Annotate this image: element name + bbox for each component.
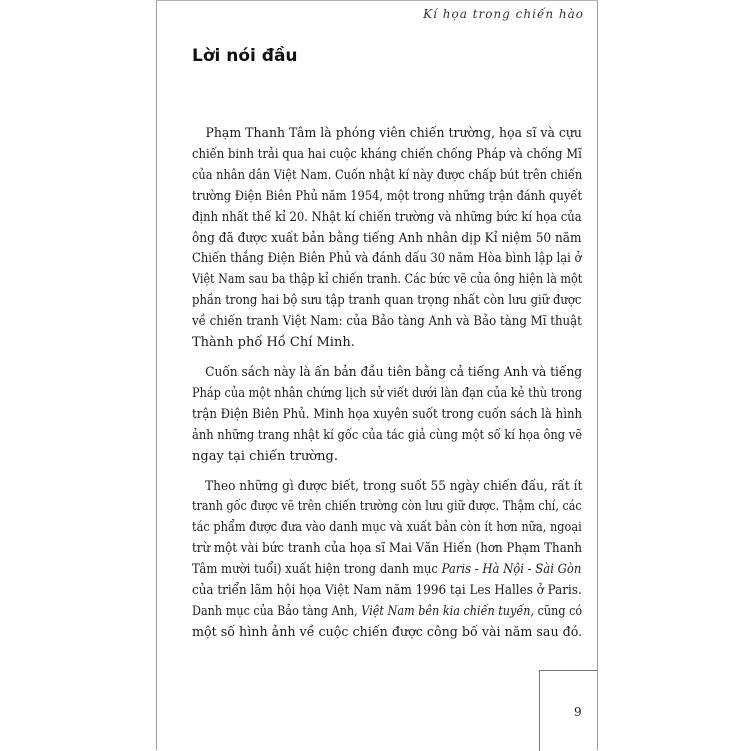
text-line: của triển lãm hội họa Việt Nam năm 1996 tại Les Halles ở Paris.	[192, 583, 582, 599]
text-line: Cuốn sách này là ấn bản đầu tiên bằng cả tiếng Anh và tiếng	[205, 364, 583, 380]
text-line: định nhất thế kỉ 20. Nhật kí chiến trường và những bức kí họa của	[192, 209, 582, 225]
text-line: Chiến thắng Điện Biên Phủ và đánh dấu 30 năm Hòa bình lập lại ở	[192, 251, 582, 267]
text-line: Việt Nam sau ba thập kỉ chiến tranh. Các bức vẽ của ông hiện là một	[192, 272, 583, 288]
text-line: của nhân dân Việt Nam. Cuốn nhật kí này được chấp bút trên chiến	[192, 167, 583, 183]
text-line: phần trong hai bộ sưu tập tranh quan trọng nhất còn lưu giữ được	[192, 293, 582, 309]
text-line: tác phẩm được đưa vào danh mục và xuất bản còn ít hơn nữa, ngoại	[192, 520, 582, 536]
page-number: 9	[574, 705, 582, 719]
paragraph-2	[192, 363, 582, 468]
text-line: Danh mục của Bảo tàng Anh, Việt Nam bên kia chiến tuyến, cũng có	[192, 603, 583, 619]
text-line: Pháp của một nhân chứng lịch sử viết dưới làn đạn của kẻ thù trong	[192, 385, 583, 401]
text-line: trận Điện Biên Phủ. Minh họa xuyên suốt trong cuốn sách là hình	[192, 406, 583, 422]
text-line: Tâm mười tuổi) xuất hiện trong danh mục Paris - Hà Nội - Sài Gòn	[192, 562, 582, 578]
body-text	[192, 124, 582, 653]
text-line: ông đã được xuất bản bằng tiếng Anh nhân dịp Kỉ niệm 50 năm	[192, 230, 582, 246]
text-line: chiến binh trải qua hai cuộc kháng chiến chống Pháp và chống Mĩ	[192, 146, 582, 162]
chapter-title: Lời nói đầu	[192, 46, 298, 66]
paragraph-1	[192, 124, 582, 354]
text-line: về chiến tranh Việt Nam: của Bảo tàng Anh và Bảo tàng Mĩ thuật	[192, 314, 582, 330]
text-line: một số hình ảnh về cuộc chiến được công bố vài năm sau đó.	[192, 624, 583, 640]
running-header: Kí họa trong chiến hào	[423, 7, 584, 21]
text-line: trường Điện Biên Phủ năm 1954, một trong những trận đánh quyết	[192, 188, 583, 204]
text-line: Phạm Thanh Tâm là phóng viên chiến trường, họa sĩ và cựu	[205, 126, 582, 141]
text-line: ảnh những trang nhật kí gốc của tác giả cùng một số kí họa ông vẽ	[192, 427, 583, 443]
text-line: Thành phố Hồ Chí Minh.	[192, 335, 355, 351]
text-line: tranh gốc được vẽ trên chiến trường còn lưu giữ được. Thậm chí, các	[192, 499, 582, 515]
header-rule	[156, 0, 598, 1]
paragraph-3	[192, 477, 582, 644]
page-tab-marker	[539, 670, 597, 751]
text-line: trừ một vài bức tranh của họa sĩ Mai Văn Hiến (hơn Phạm Thanh	[192, 541, 583, 557]
text-line: ngay tại chiến trường.	[192, 448, 338, 464]
text-line: Theo những gì được biết, trong suốt 55 ngày chiến đấu, rất ít	[205, 478, 583, 494]
